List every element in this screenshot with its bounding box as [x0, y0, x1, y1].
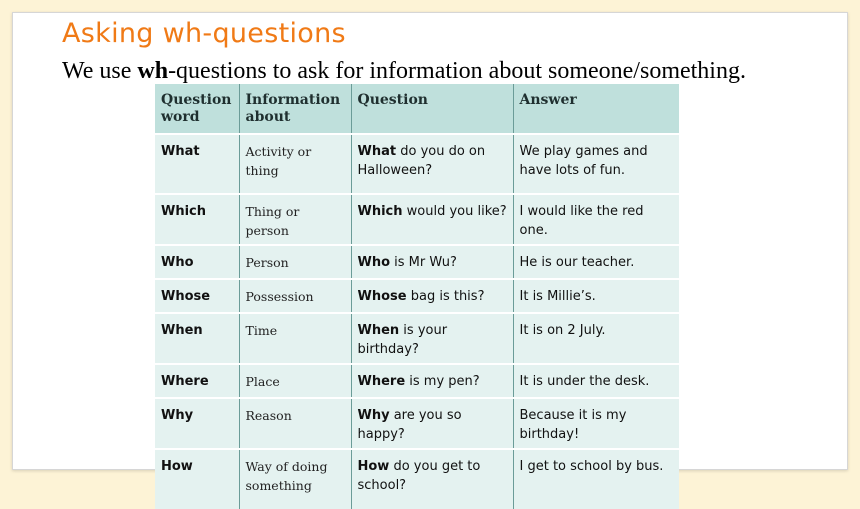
question-word-bold: How	[357, 459, 390, 474]
question	[351, 364, 513, 398]
table-row	[155, 279, 679, 313]
information-about: Thing or person	[239, 194, 351, 245]
question-word: Who	[155, 245, 239, 279]
answer: I get to school by bus.	[513, 449, 679, 509]
header-question-word: Question word	[155, 84, 239, 134]
table-row	[155, 364, 679, 398]
question-word-bold: Why	[357, 408, 390, 423]
information-about: Way of doing something	[239, 449, 351, 509]
information-about: Person	[239, 245, 351, 279]
question-rest: is my pen?	[405, 374, 480, 389]
question	[351, 398, 513, 449]
question-rest: do you get to school?	[357, 459, 481, 493]
question-word: What	[155, 134, 239, 194]
information-about: Possession	[239, 279, 351, 313]
question-word: Where	[155, 364, 239, 398]
table-row	[155, 313, 679, 364]
question-word: Which	[155, 194, 239, 245]
information-about: Time	[239, 313, 351, 364]
subtitle-bold: wh	[137, 58, 169, 84]
answer: I would like the red one.	[513, 194, 679, 245]
question	[351, 449, 513, 509]
question-rest: bag is this?	[406, 289, 485, 304]
question	[351, 279, 513, 313]
slide-subtitle	[62, 58, 746, 85]
question	[351, 245, 513, 279]
table-row	[155, 245, 679, 279]
table-row	[155, 134, 679, 194]
question-word: When	[155, 313, 239, 364]
question-word: Why	[155, 398, 239, 449]
header-question: Question	[351, 84, 513, 134]
question-word-bold: What	[357, 144, 397, 159]
question-rest: are you so happy?	[357, 408, 462, 442]
question-word: How	[155, 449, 239, 509]
question-word-bold: Who	[357, 255, 391, 270]
header-information-about: Information about	[239, 84, 351, 134]
question-rest: do you do on Halloween?	[357, 144, 486, 178]
answer: Because it is my birthday!	[513, 398, 679, 449]
table-header-row	[155, 84, 679, 134]
wh-questions-table	[155, 84, 679, 509]
question	[351, 194, 513, 245]
question	[351, 313, 513, 364]
answer: It is under the desk.	[513, 364, 679, 398]
information-about: Activity or thing	[239, 134, 351, 194]
answer: We play games and have lots of fun.	[513, 134, 679, 194]
answer: He is our teacher.	[513, 245, 679, 279]
table-row	[155, 194, 679, 245]
subtitle-prefix: We use	[62, 58, 138, 84]
header-answer: Answer	[513, 84, 679, 134]
question-rest: is your birthday?	[357, 323, 448, 357]
question-word-bold: Where	[357, 374, 406, 389]
information-about: Place	[239, 364, 351, 398]
slide-title: Asking wh-questions	[62, 18, 346, 49]
subtitle-suffix: -questions to ask for information about someone/something.	[168, 58, 746, 84]
question	[351, 134, 513, 194]
table-row	[155, 449, 679, 509]
information-about: Reason	[239, 398, 351, 449]
answer: It is on 2 July.	[513, 313, 679, 364]
question-word-bold: When	[357, 323, 400, 338]
answer: It is Millie’s.	[513, 279, 679, 313]
question-word-bold: Whose	[357, 289, 407, 304]
question-rest: is Mr Wu?	[390, 255, 457, 270]
question-word: Whose	[155, 279, 239, 313]
table-row	[155, 398, 679, 449]
question-word-bold: Which	[357, 204, 403, 219]
question-rest: would you like?	[402, 204, 507, 219]
